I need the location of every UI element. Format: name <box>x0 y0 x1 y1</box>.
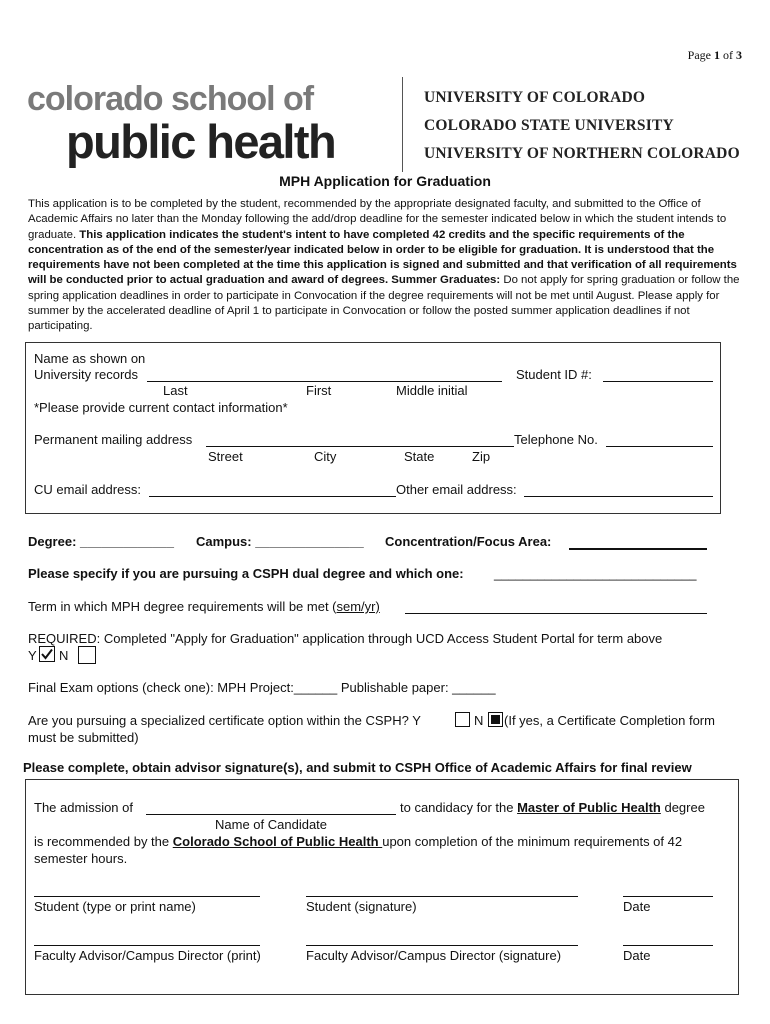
final-exam-label[interactable]: Final Exam options (check one): MPH Project:______ Publishable paper: ______ <box>28 680 496 695</box>
certificate-note-2: must be submitted) <box>28 730 139 745</box>
middle-initial-label: Middle initial <box>396 383 468 398</box>
contact-info-box <box>25 342 721 514</box>
semester-hours-label: semester hours. <box>34 851 128 866</box>
certificate-no-checkbox[interactable] <box>488 712 503 727</box>
mailing-address-label: Permanent mailing address <box>34 432 193 447</box>
name-label-2: University records <box>34 367 139 382</box>
required-no-label: N <box>59 648 69 663</box>
intro-bold: This application indicates the student's intent to have completed 42 credits and the specific requirements of the concentration as of the end of the semester/year indicated below in order to be eligible for graduation. It is understood that the requirements have not been completed at the time this application is signed and submitted and that verification of all requirements will be conducted prior to actual graduation and award of degrees. Summer Graduates: <box>28 228 737 287</box>
dual-degree-input[interactable]: ____________________________ <box>494 566 697 581</box>
candidate-name-label: Name of Candidate <box>215 817 328 832</box>
university-csu: COLORADO STATE UNIVERSITY <box>424 117 674 134</box>
name-label-1: Name as shown on <box>34 351 146 366</box>
degree-field[interactable]: Degree: _____________ <box>28 534 175 549</box>
name-input[interactable] <box>147 381 502 382</box>
student-date-input[interactable] <box>623 896 713 897</box>
student-print-label: Student (type or print name) <box>34 899 196 914</box>
student-print-input[interactable] <box>34 896 260 897</box>
student-signature-input[interactable] <box>306 896 578 897</box>
certificate-no-label: N <box>474 713 484 728</box>
street-label: Street <box>208 449 243 464</box>
campus-field[interactable]: Campus: _______________ <box>196 534 364 549</box>
faculty-date-label: Date <box>623 948 651 963</box>
concentration-label: Concentration/Focus Area: <box>385 534 552 549</box>
recommended-by-label: is recommended by the Colorado School of Public Health upon completion of the minimum requirements of 42 <box>34 834 683 849</box>
faculty-print-input[interactable] <box>34 945 260 946</box>
faculty-signature-input[interactable] <box>306 945 578 946</box>
logo-line-2: public health <box>66 115 336 168</box>
certificate-question: Are you pursuing a specialized certificate option within the CSPH? Y <box>28 713 421 728</box>
other-email-label: Other email address: <box>396 482 517 497</box>
contact-note: *Please provide current contact information* <box>34 400 288 415</box>
student-id-input[interactable] <box>603 381 713 382</box>
submission-banner: Please complete, obtain advisor signature(s), and submit to CSPH Office of Academic Affairs for final review <box>23 760 692 775</box>
university-cu: UNIVERSITY OF COLORADO <box>424 89 646 106</box>
mailing-address-input[interactable] <box>206 446 514 447</box>
logo-divider <box>402 77 403 172</box>
state-label: State <box>404 449 435 464</box>
term-input[interactable] <box>405 613 707 614</box>
faculty-print-label: Faculty Advisor/Campus Director (print) <box>34 948 261 963</box>
filled-square-icon <box>491 715 500 724</box>
other-email-input[interactable] <box>524 496 713 497</box>
faculty-date-input[interactable] <box>623 945 713 946</box>
city-label: City <box>314 449 337 464</box>
faculty-signature-label: Faculty Advisor/Campus Director (signature) <box>306 948 562 963</box>
last-label: Last <box>163 383 188 398</box>
certificate-note: (If yes, a Certificate Completion form <box>504 713 715 728</box>
cu-email-input[interactable] <box>149 496 396 497</box>
form-title: MPH Application for Graduation <box>279 173 491 189</box>
admission-label: The admission of <box>34 800 133 815</box>
first-label: First <box>306 383 332 398</box>
page-number: Page 1 of 3 <box>687 48 742 62</box>
telephone-label: Telephone No. <box>514 432 598 447</box>
required-yes-label: Y <box>28 648 37 663</box>
dual-degree-label: Please specify if you are pursuing a CSPH dual degree and which one: <box>28 566 464 581</box>
to-candidacy-label: to candidacy for the Master of Public Health degree <box>400 800 705 815</box>
logo-line-1: colorado school of <box>27 80 314 118</box>
certificate-yes-checkbox[interactable] <box>455 712 470 727</box>
intro-paragraph <box>28 197 740 342</box>
recommendation-box <box>25 779 739 995</box>
intro-text-2: Do not apply for spring graduation or follow the spring application deadlines in order to participate in Convocation if the degree requirements will not be met until August. Please apply for summer by the accelerated deadline of April 1 to participate in Convocation or follow the posted summer application deadlines if not participating. <box>28 274 740 333</box>
zip-label: Zip <box>472 449 491 464</box>
student-id-label: Student ID #: <box>516 367 592 382</box>
required-yes-checkbox[interactable] <box>39 646 55 662</box>
required-label: REQUIRED: Completed "Apply for Graduation" application through UCD Access Student Portal for term above <box>28 631 663 646</box>
term-label: Term in which MPH degree requirements will be met (sem/yr) <box>28 599 380 614</box>
cu-email-label: CU email address: <box>34 482 141 497</box>
student-signature-label: Student (signature) <box>306 899 417 914</box>
checkmark-icon <box>40 647 54 661</box>
candidate-name-input[interactable] <box>146 814 396 815</box>
intro-text-1: This application is to be completed by the student, recommended by the appropriate designated faculty, and submitted to the Office of Academic Affairs no later than the Monday following the add/drop deadline for the semester indicated below in which the student intends to graduate. <box>28 198 727 241</box>
telephone-input[interactable] <box>606 446 713 447</box>
student-date-label: Date <box>623 899 651 914</box>
required-no-checkbox[interactable] <box>78 646 96 664</box>
university-unc: UNIVERSITY OF NORTHERN COLORADO <box>424 145 740 162</box>
concentration-input[interactable] <box>569 548 707 550</box>
